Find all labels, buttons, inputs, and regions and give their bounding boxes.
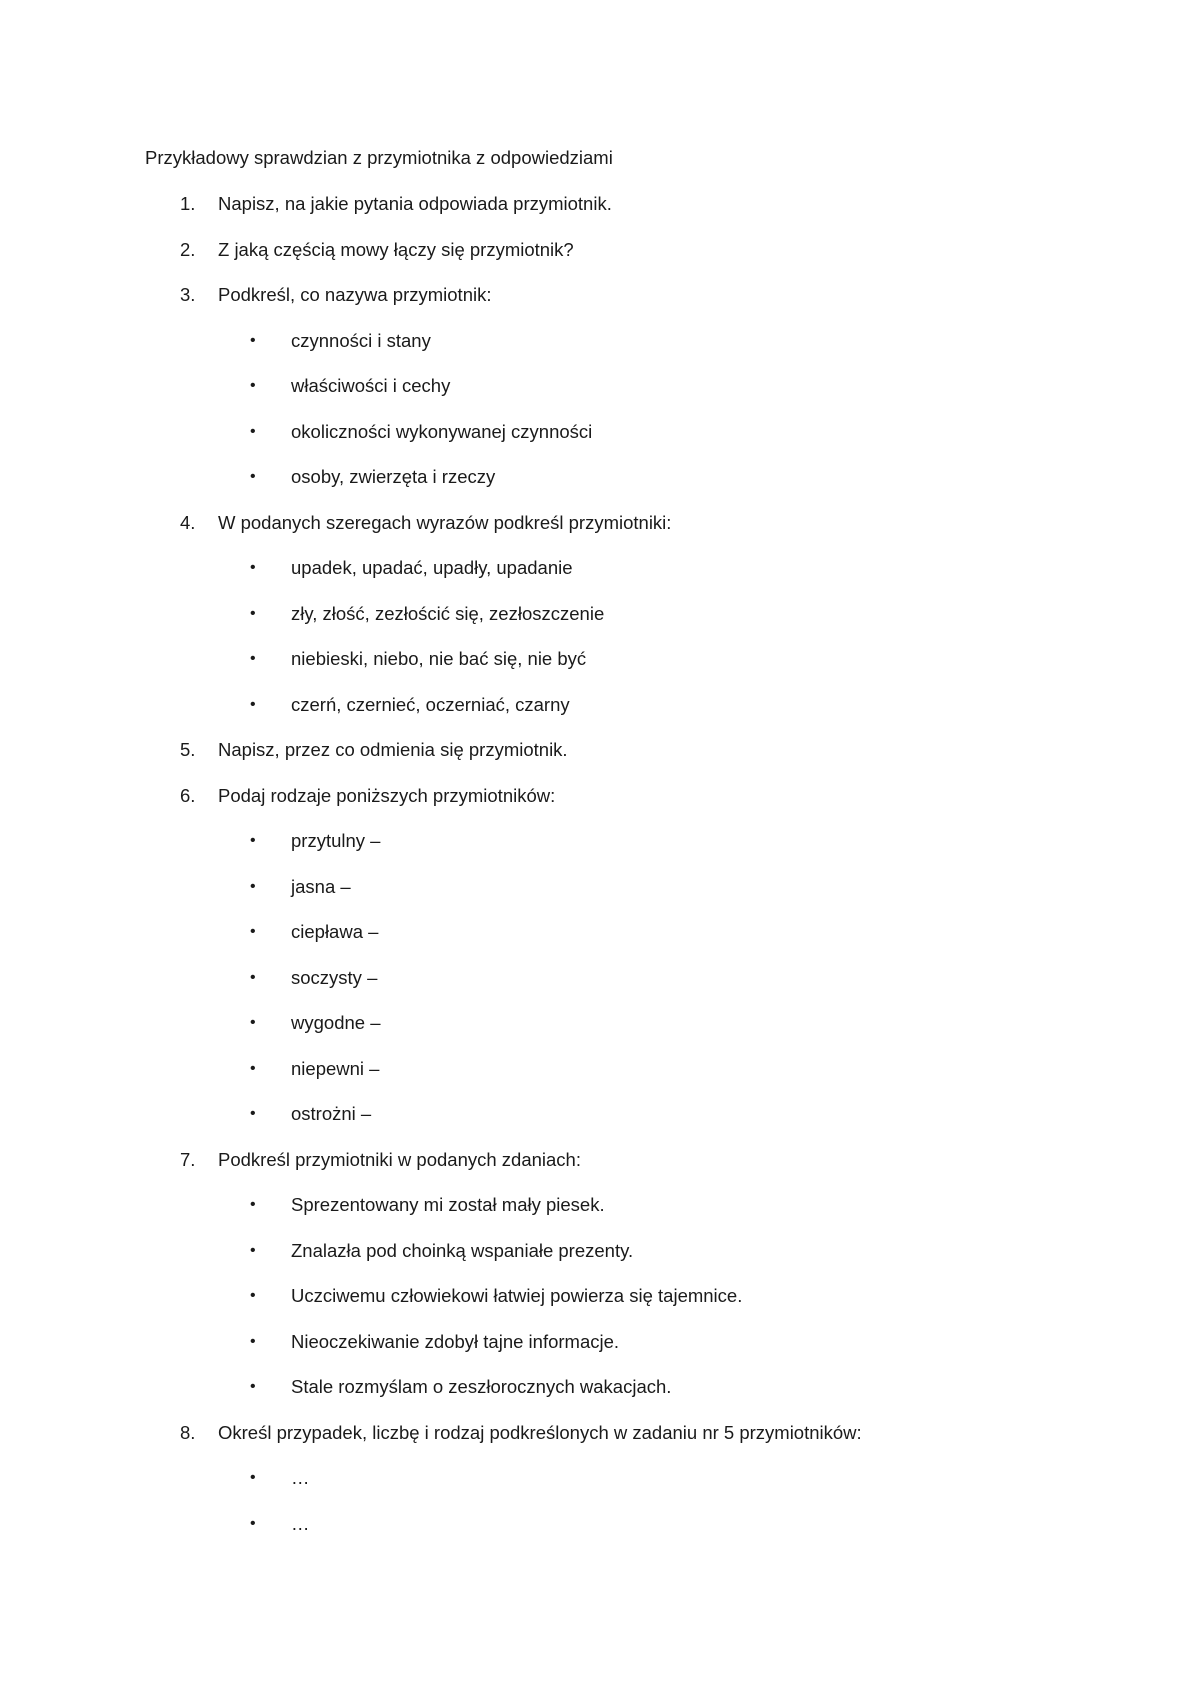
list-item-text: niebieski, niebo, nie bać się, nie być (291, 648, 587, 669)
list-item-text: Nieoczekiwanie zdobył tajne informacje. (291, 1330, 620, 1352)
list-item-text: … (291, 1467, 310, 1488)
bullet-icon: • (250, 1105, 256, 1122)
bullet-icon: • (250, 468, 256, 485)
list-item-text: Stale rozmyślam o zeszłorocznych wakacjach. (291, 1376, 672, 1397)
list-item-text: osoby, zwierzęta i rzeczy (291, 466, 496, 487)
list-item-text: zły, złość, zezłościć się, zezłoszczenie (291, 602, 605, 624)
question-text: Podaj rodzaje poniższych przymiotników: (218, 784, 556, 806)
list-item-text: ciepława – (291, 921, 379, 942)
list-item-text: czerń, czernieć, oczerniać, czarny (291, 693, 570, 715)
bullet-icon: • (250, 331, 256, 349)
question-number: 8. (180, 1421, 196, 1443)
list-item-text: wygodne – (291, 1012, 381, 1033)
question-number: 1. (180, 193, 196, 214)
bullet-icon: • (250, 1014, 256, 1031)
question-text: Określ przypadek, liczbę i rodzaj podkreślonych w zadaniu nr 5 przymiotników: (218, 1421, 862, 1443)
bullet-icon: • (250, 650, 256, 667)
list-item-text: czynności i stany (291, 329, 431, 351)
list-item-text: … (291, 1512, 310, 1534)
bullet-icon: • (250, 923, 256, 940)
list-item-text: niepewni – (291, 1057, 380, 1079)
list-item-text: Znalazła pod choinką wspaniałe prezenty. (291, 1239, 634, 1261)
question-number: 6. (180, 784, 196, 806)
bullet-icon: • (250, 422, 256, 440)
list-item-text: upadek, upadać, upadły, upadanie (291, 557, 573, 578)
bullet-icon: • (250, 1378, 256, 1395)
question-text: Napisz, na jakie pytania odpowiada przymiotnik. (218, 193, 612, 214)
question-text: Z jaką częścią mowy łączy się przymiotnik? (218, 238, 574, 260)
question-number: 2. (180, 238, 196, 260)
bullet-icon: • (250, 1514, 256, 1532)
question-number: 5. (180, 739, 196, 760)
bullet-icon: • (250, 1469, 256, 1486)
question-text: Podkreśl przymiotniki w podanych zdaniach: (218, 1148, 581, 1170)
question-text: Napisz, przez co odmienia się przymiotnik. (218, 739, 568, 760)
question-number: 4. (180, 511, 196, 533)
list-item-text: właściwości i cechy (291, 375, 451, 396)
bullet-icon: • (250, 1059, 256, 1077)
question-number: 3. (180, 284, 196, 305)
bullet-icon: • (250, 695, 256, 713)
list-item-text: okoliczności wykonywanej czynności (291, 420, 593, 442)
bullet-icon: • (250, 1196, 256, 1213)
question-number: 7. (180, 1148, 196, 1170)
bullet-icon: • (250, 1332, 256, 1350)
bullet-icon: • (250, 1287, 256, 1304)
list-item-text: Sprezentowany mi został mały piesek. (291, 1194, 605, 1215)
bullet-icon: • (250, 604, 256, 622)
bullet-icon: • (250, 559, 256, 576)
bullet-icon: • (250, 832, 256, 849)
bullet-icon: • (250, 377, 256, 394)
list-item-text: jasna – (291, 875, 351, 897)
bullet-icon: • (250, 968, 256, 986)
bullet-icon: • (250, 1241, 256, 1259)
list-item-text: Uczciwemu człowiekowi łatwiej powierza się tajemnice. (291, 1285, 743, 1306)
question-text: Podkreśl, co nazywa przymiotnik: (218, 284, 492, 305)
document-title: Przykładowy sprawdzian z przymiotnika z odpowiedziami (145, 147, 613, 168)
list-item-text: soczysty – (291, 966, 378, 988)
bullet-icon: • (250, 877, 256, 895)
question-text: W podanych szeregach wyrazów podkreśl przymiotniki: (218, 511, 672, 533)
list-item-text: ostrożni – (291, 1103, 372, 1124)
list-item-text: przytulny – (291, 830, 381, 851)
